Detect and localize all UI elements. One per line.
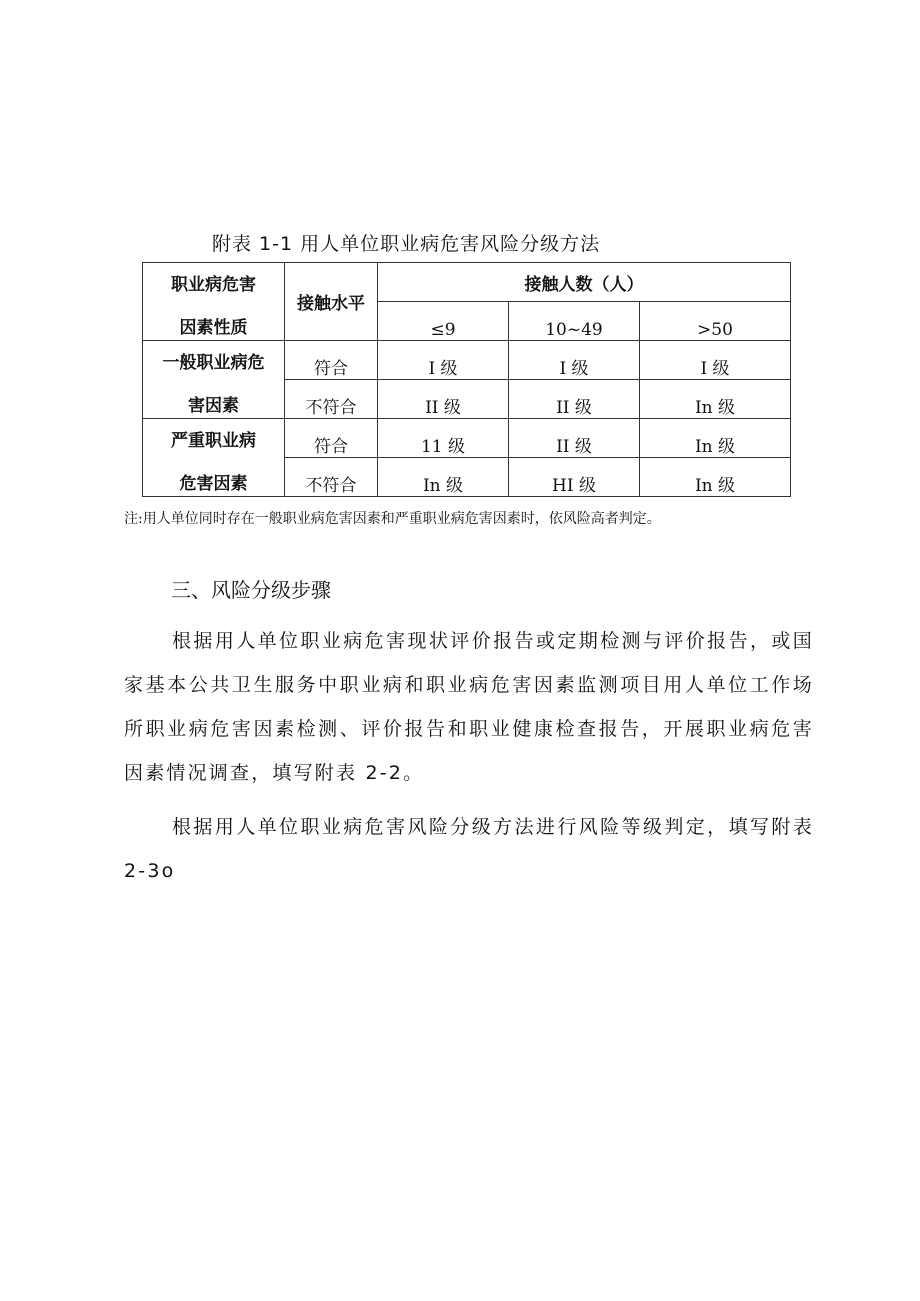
- factor-general-line2: 害因素: [188, 396, 239, 416]
- body-paragraph: 根据用人单位职业病危害风险分级方法进行风险等级判定，填写附表 2-3o: [124, 816, 814, 882]
- header-exposure-level: 接触水平: [285, 263, 378, 341]
- exposure-level-cell: 不符合: [285, 380, 378, 419]
- header-people-count: 接触人数（人）: [378, 263, 791, 302]
- range-cell: >50: [640, 302, 791, 341]
- header-factor-line1: 职业病危害: [171, 275, 256, 295]
- factor-general-cell: [143, 341, 285, 419]
- grade-cell: II 级: [378, 380, 509, 419]
- grade-cell: I 级: [640, 341, 791, 380]
- table-row: [143, 341, 791, 380]
- risk-classification-table: [142, 262, 791, 497]
- range-cell: 10~49: [509, 302, 640, 341]
- header-factor-cell: [143, 263, 285, 341]
- grade-cell: In 级: [640, 458, 791, 497]
- table-caption: 附表 1-1 用人单位职业病危害风险分级方法: [212, 233, 601, 255]
- grade-cell: I 级: [378, 341, 509, 380]
- table-header-row: [143, 263, 791, 302]
- grade-cell: HI 级: [509, 458, 640, 497]
- body-paragraph: 根据用人单位职业病危害现状评价报告或定期检测与评价报告，或国家基本公共卫生服务中职业病和职业病危害因素监测项目用人单位工作场所职业病危害因素检测、评价报告和职业健康检查报告，开展职业病危害因素情况调查，填写附表 2-2。: [124, 630, 814, 784]
- grade-cell: I 级: [509, 341, 640, 380]
- grade-cell: In 级: [378, 458, 509, 497]
- grade-cell: 11 级: [378, 419, 509, 458]
- section-title: 三、风险分级步骤: [171, 578, 331, 602]
- grade-cell: In 级: [640, 419, 791, 458]
- table-note: 注:用人单位同时存在一般职业病危害因素和严重职业病危害因素时，依风险高者判定。: [124, 511, 661, 527]
- factor-serious-line2: 危害因素: [179, 474, 248, 494]
- header-factor-line2: 因素性质: [179, 318, 248, 338]
- exposure-level-cell: 不符合: [285, 458, 378, 497]
- range-cell: ≤9: [378, 302, 509, 341]
- factor-general-line1: 一般职业病危: [162, 353, 265, 373]
- exposure-level-cell: 符合: [285, 341, 378, 380]
- factor-serious-cell: [143, 419, 285, 497]
- exposure-level-cell: 符合: [285, 419, 378, 458]
- grade-cell: II 级: [509, 380, 640, 419]
- grade-cell: In 级: [640, 380, 791, 419]
- grade-cell: II 级: [509, 419, 640, 458]
- factor-serious-line1: 严重职业病: [171, 431, 256, 451]
- table-row: [143, 419, 791, 458]
